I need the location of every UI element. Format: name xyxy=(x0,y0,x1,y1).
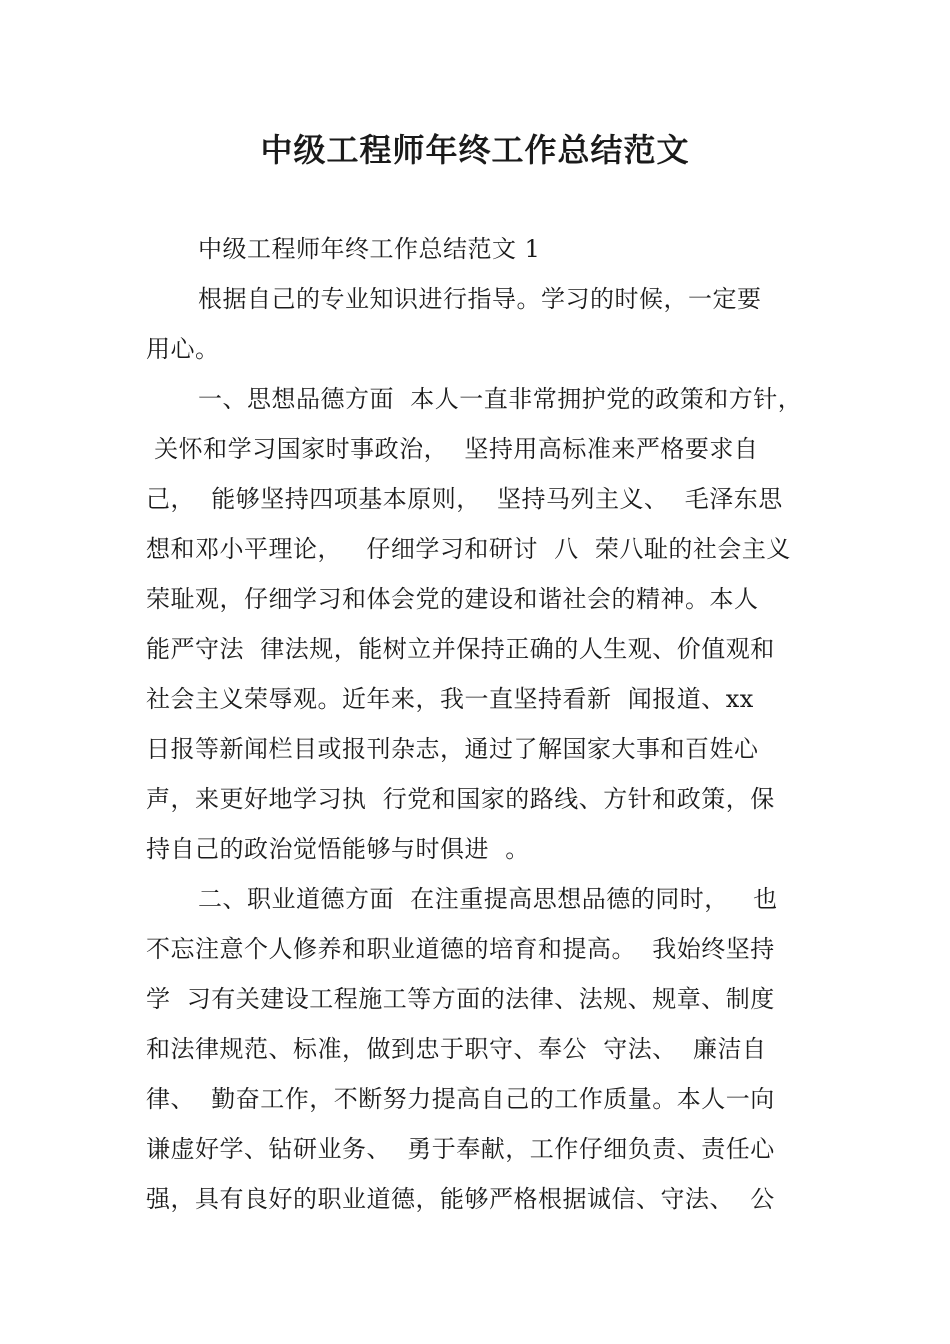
paragraph-line: 学 习有关建设工程施工等方面的法律、法规、规章、制度 xyxy=(146,985,775,1013)
paragraph-line: 根据自己的专业知识进行指导。学习的时候，一定要 xyxy=(198,285,762,313)
paragraph-line: 不忘注意个人修养和职业道德的培育和提高。 我始终坚持 xyxy=(146,935,775,963)
section-heading: 中级工程师年终工作总结范文 1 xyxy=(198,235,541,263)
paragraph-line: 社会主义荣辱观。近年来，我一直坚持看新 闻报道、xx xyxy=(146,685,754,713)
paragraph-line: 谦虚好学、钻研业务、 勇于奉献，工作仔细负责、责任心 xyxy=(146,1135,775,1163)
paragraph-line: 用心。 xyxy=(146,335,220,363)
document-title: 中级工程师年终工作总结范文 xyxy=(260,131,690,169)
paragraph-line: 能严守法 律法规，能树立并保持正确的人生观、价值观和 xyxy=(146,635,775,663)
document-body xyxy=(146,224,810,1224)
paragraph-line: 关怀和学习国家时事政治， 坚持用高标准来严格要求自 xyxy=(146,435,759,463)
paragraph-line: 荣耻观，仔细学习和体会党的建设和谐社会的精神。本人 xyxy=(146,585,759,613)
paragraph-line: 强，具有良好的职业道德，能够严格根据诚信、守法、 公 xyxy=(146,1185,775,1213)
paragraph-line: 日报等新闻栏目或报刊杂志，通过了解国家大事和百姓心 xyxy=(146,735,759,763)
paragraph-line: 声，来更好地学习执 行党和国家的路线、方针和政策，保 xyxy=(146,785,775,813)
paragraph-line: 律、 勤奋工作，不断努力提高自己的工作质量。本人一向 xyxy=(146,1085,775,1113)
paragraph-line: 己， 能够坚持四项基本原则， 坚持马列主义、 毛泽东思 xyxy=(146,485,783,513)
paragraph-line: 和法律规范、标准，做到忠于职守、奉公 守法、 廉洁自 xyxy=(146,1035,767,1063)
paragraph-line: 二、职业道德方面 在注重提高思想品德的同时， 也 xyxy=(198,885,778,913)
paragraph-line: 一、思想品德方面 本人一直非常拥护党的政策和方针， xyxy=(198,385,803,413)
paragraph-line: 持自己的政治觉悟能够与时俱进 。 xyxy=(146,835,530,863)
paragraph-line: 想和邓小平理论， 仔细学习和研讨 八 荣八耻的社会主义 xyxy=(146,535,791,563)
